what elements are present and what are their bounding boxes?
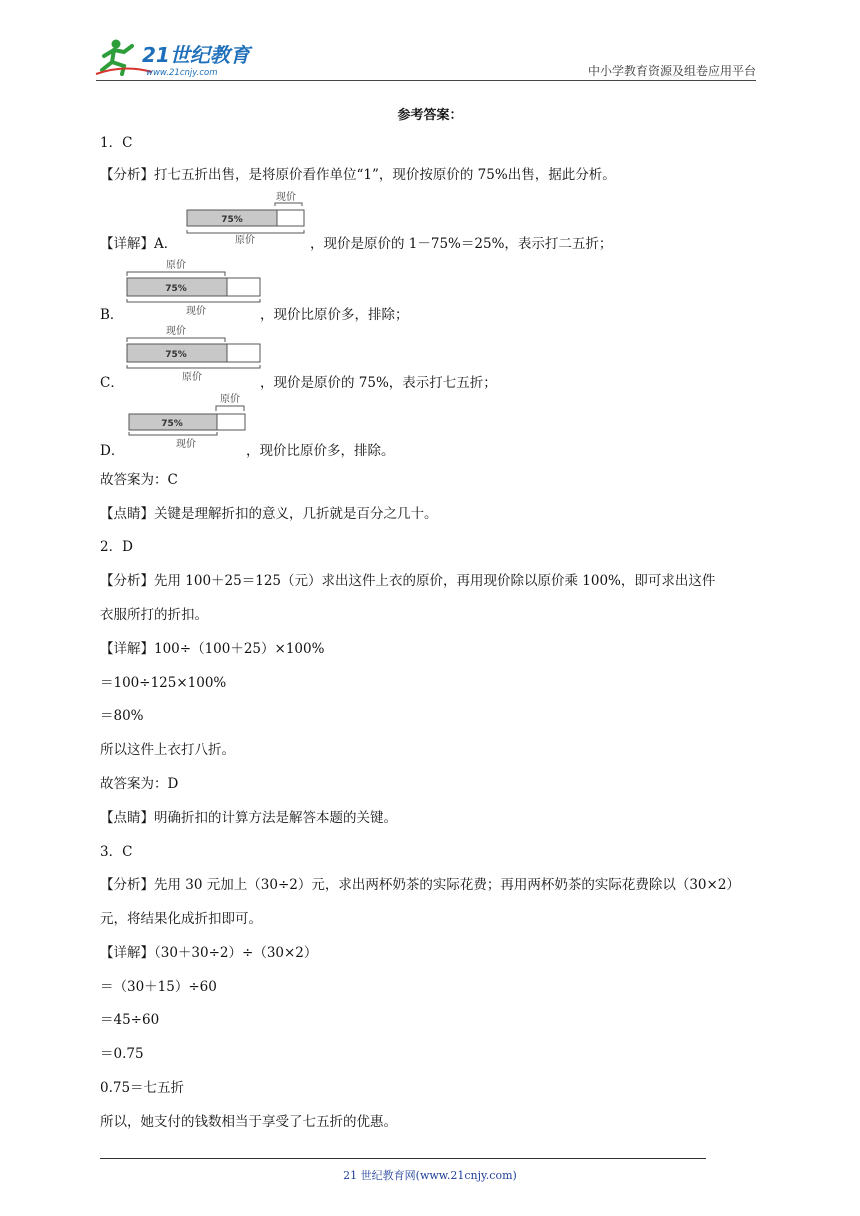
header-divider xyxy=(96,80,756,81)
diagram-a-bottom-label: 原价 xyxy=(235,235,255,246)
q2-detail-line-3: ＝80% xyxy=(100,708,144,724)
q1-analysis: 【分析】打七五折出售，是将原价看作单位“1”，现价按原价的 75%出售，据此分析。 xyxy=(100,167,616,183)
diagram-c-top-label: 现价 xyxy=(166,326,186,337)
footer-divider xyxy=(100,1158,706,1159)
svg-text:21世纪教育: 21世纪教育 xyxy=(142,43,250,67)
platform-name: 中小学教育资源及组卷应用平台 xyxy=(587,64,756,78)
q1-d-prefix: D． xyxy=(100,443,125,459)
diagram-b xyxy=(124,256,264,318)
q3-detail-line-6: 所以，她支付的钱数相当于享受了七五折的优惠。 xyxy=(100,1114,397,1130)
q1-c-prefix: C． xyxy=(100,375,124,391)
site-logo xyxy=(94,36,264,80)
q3-number: 3．C xyxy=(100,844,133,860)
q3-detail-line-4: ＝0.75 xyxy=(100,1046,144,1062)
diagram-a-bar-label: 75% xyxy=(221,215,243,225)
q3-detail-line-3: ＝45÷60 xyxy=(100,1012,160,1028)
diagram-a xyxy=(184,188,308,248)
diagram-c-bar-label: 75% xyxy=(165,350,187,360)
q1-answer: 故答案为：C xyxy=(100,472,178,488)
diagram-b-bottom-label: 现价 xyxy=(186,306,206,317)
q1-c-text: ，现价是原价的 75%，表示打七五折； xyxy=(260,375,497,391)
q2-comment: 【点睛】明确折扣的计算方法是解答本题的关键。 xyxy=(100,810,397,826)
q2-detail-line-4: 所以这件上衣打八折。 xyxy=(100,742,235,758)
q1-detail-a-prefix: 【详解】A． xyxy=(100,236,178,252)
page-title: 参考答案： xyxy=(397,108,463,123)
q1-d-text: ，现价比原价多，排除。 xyxy=(246,443,395,459)
q3-analysis-line-1: 【分析】先用 30 元加上（30÷2）元，求出两杯奶茶的实际花费；再用两杯奶茶的实际花费除以（30×2） xyxy=(100,877,740,893)
diagram-b-top-label: 原价 xyxy=(166,260,186,271)
q3-detail-line-2: ＝（30＋15）÷60 xyxy=(100,979,217,995)
footer-text[interactable]: 21 世纪教育网(www.21cnjy.com) xyxy=(343,1169,517,1182)
diagram-c xyxy=(124,322,264,384)
q2-analysis-line-2: 衣服所打的折扣。 xyxy=(100,607,208,623)
q2-detail-line-1: 【详解】100÷（100＋25）×100% xyxy=(100,641,325,657)
q1-detail-a-text: ，现价是原价的 1－75%＝25%，表示打二五折； xyxy=(310,236,613,252)
q2-detail-line-2: ＝100÷125×100% xyxy=(100,675,227,691)
svg-text:www.21cnjy.com: www.21cnjy.com xyxy=(146,68,218,78)
diagram-d-bar-label: 75% xyxy=(161,419,183,429)
q1-number: 1．C xyxy=(100,135,133,151)
q2-analysis-line-1: 【分析】先用 100＋25＝125（元）求出这件上衣的原价，再用现价除以原价乘 100%，即可求出这件 xyxy=(100,573,716,589)
diagram-d xyxy=(126,389,252,453)
diagram-b-bar-label: 75% xyxy=(165,284,187,294)
q2-answer: 故答案为：D xyxy=(100,776,179,792)
q1-comment: 【点睛】关键是理解折扣的意义，几折就是百分之几十。 xyxy=(100,506,438,522)
diagram-d-top-label: 原价 xyxy=(220,394,240,405)
q3-detail-line-1: 【详解】（30＋30÷2）÷（30×2） xyxy=(100,945,318,961)
q3-detail-line-5: 0.75＝七五折 xyxy=(100,1080,185,1096)
q2-number: 2．D xyxy=(100,539,133,555)
q3-analysis-line-2: 元，将结果化成折扣即可。 xyxy=(100,911,262,927)
diagram-c-bottom-label: 原价 xyxy=(182,372,202,383)
q1-b-text: ，现价比原价多，排除； xyxy=(260,307,409,323)
diagram-d-bottom-label: 现价 xyxy=(176,439,196,450)
diagram-a-top-label: 现价 xyxy=(276,192,296,203)
q1-b-prefix: B． xyxy=(100,307,124,323)
